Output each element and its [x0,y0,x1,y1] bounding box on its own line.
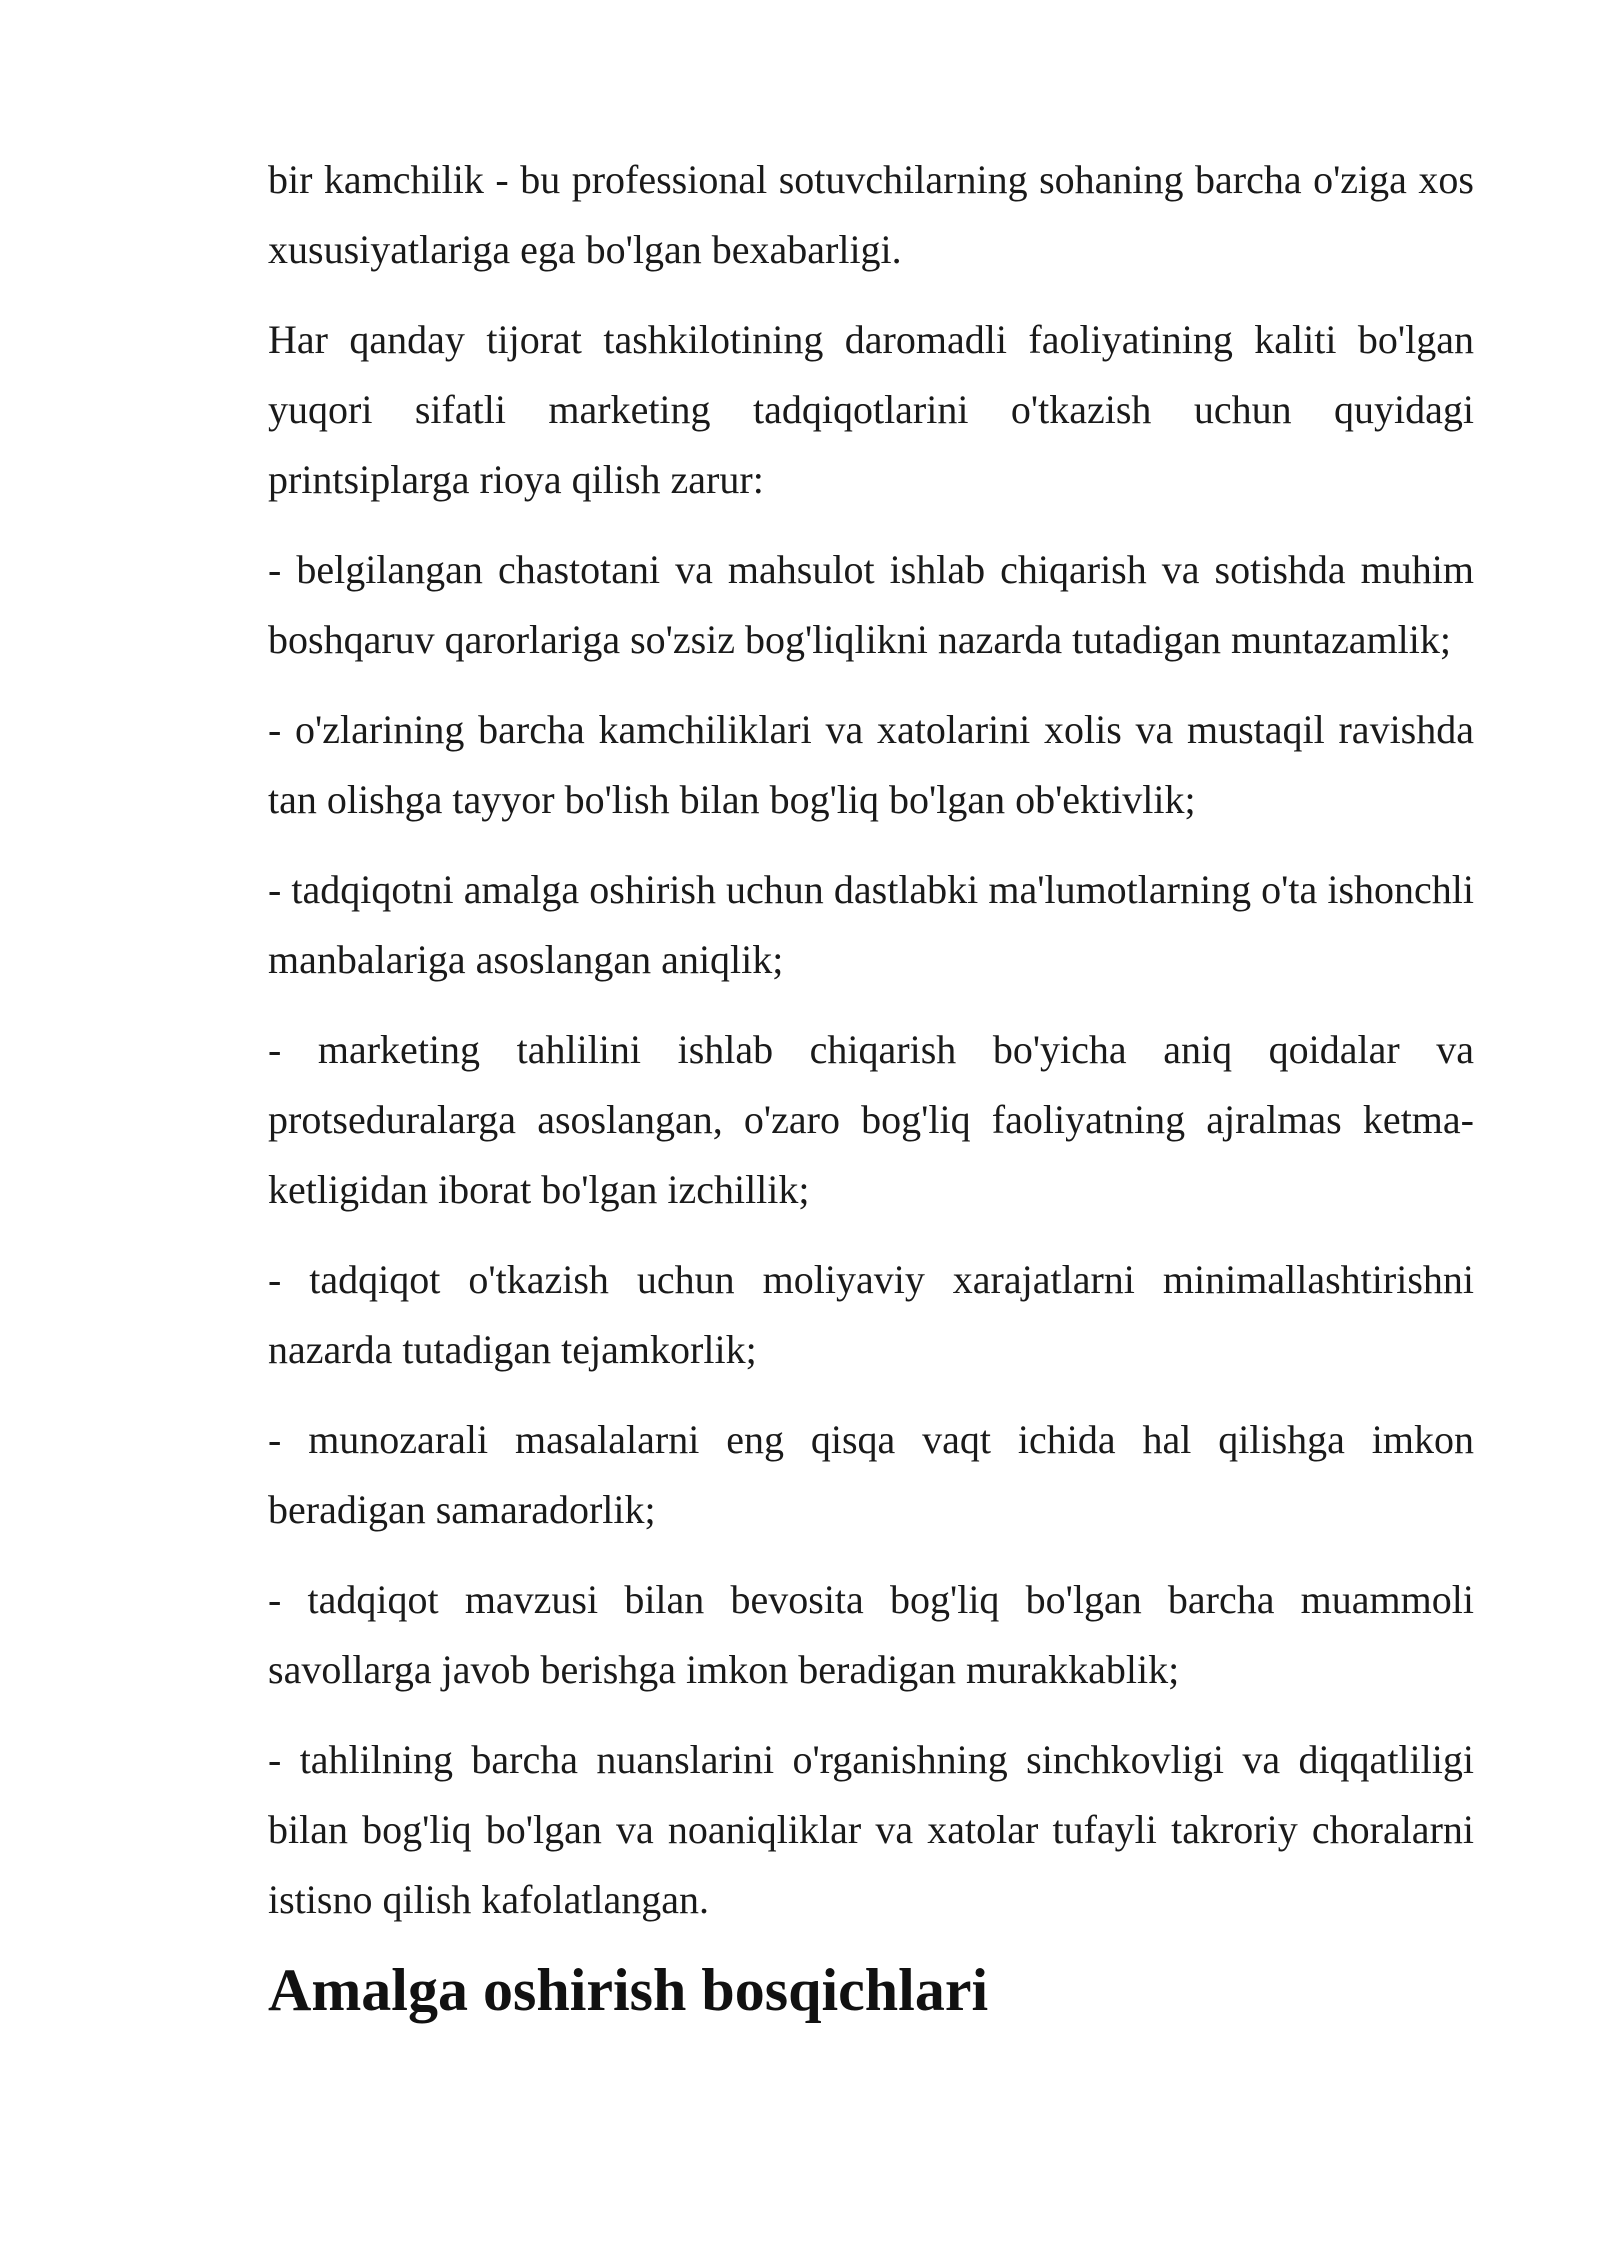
list-item-efficiency: - munozarali masalalarni eng qisqa vaqt ichida hal qilishga imkon beradigan samaradorlik; [268,1417,1474,1532]
list-item-consistency: - marketing tahlilini ishlab chiqarish bo'yicha aniq qoidalar va protseduralarga asoslangan, o'zaro bog'liq faoliyatning ajralmas ketma-ketligidan iborat bo'lgan izchillik; [268,1027,1474,1212]
list-item-objectivity: - o'zlarining barcha kamchiliklari va xatolarini xolis va mustaqil ravishda tan olishga tayyor bo'lish bilan bog'liq bo'lgan ob'ektivlik; [268,707,1474,822]
list-item-thoroughness: - tahlilning barcha nuanslarini o'rganishning sinchkovligi va diqqatliligi bilan bog'liq bo'lgan va noaniqliklar va xatolar tufayli takroriy choralarni istisno qilish kafolatlangan. [268,1737,1474,1922]
list-item-regularity: - belgilangan chastotani va mahsulot ishlab chiqarish va sotishda muhim boshqaruv qarorlariga so'zsiz bog'liqlikni nazarda tutadigan muntazamlik; [268,547,1474,662]
list-item-accuracy: - tadqiqotni amalga oshirish uchun dastlabki ma'lumotlarning o'ta ishonchli manbalariga asoslangan aniqlik; [268,867,1474,982]
document-page [268,145,1474,2025]
list-item-economy: - tadqiqot o'tkazish uchun moliyaviy xarajatlarni minimallashtirishni nazarda tutadigan tejamkorlik; [268,1257,1474,1372]
section-heading: Amalga oshirish bosqichlari [268,1957,989,2023]
paragraph-principles-intro: Har qanday tijorat tashkilotining daromadli faoliyatining kaliti bo'lgan yuqori sifatli marketing tadqiqotlarini o'tkazish uchun quyidagi printsiplarga rioya qilish zarur: [268,317,1474,502]
list-item-complexity: - tadqiqot mavzusi bilan bevosita bog'liq bo'lgan barcha muammoli savollarga javob berishga imkon beradigan murakkablik; [268,1577,1474,1692]
paragraph-continuation: bir kamchilik - bu professional sotuvchilarning sohaning barcha o'ziga xos xususiyatlariga ega bo'lgan bexabarligi. [268,157,1474,272]
